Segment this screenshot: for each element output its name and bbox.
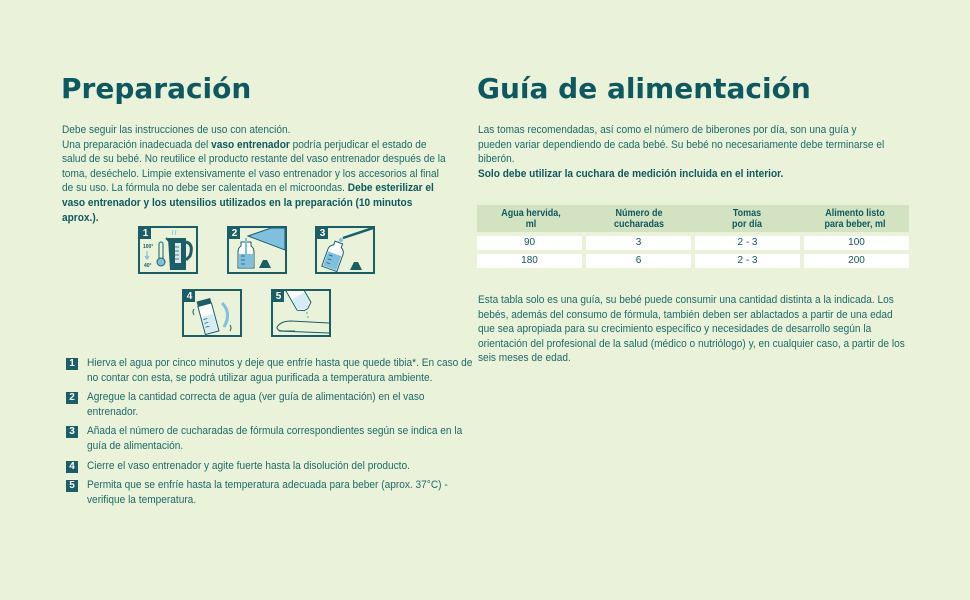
table-cell: 100 [804, 236, 909, 250]
illustration-step-2 [227, 226, 287, 274]
table-header-cell: Agua hervida, ml [501, 207, 561, 230]
feeding-table [477, 205, 909, 268]
feeding-guide-intro [478, 123, 887, 181]
step-text: Permita que se enfríe hasta la temperatura adecuada para beber (aprox. 37°C) - verifique la temperatura. [87, 479, 448, 506]
step-number-badge: 2 [66, 392, 78, 404]
step-text: Agregue la cantidad correcta de agua (ver guía de alimentación) en el vaso entrenador. [87, 391, 425, 418]
step-text: Añada el número de cucharadas de fórmula correspondientes según se indica en la guía de alimentación. [87, 425, 463, 452]
table-header-cell: Número de cucharadas [613, 207, 665, 230]
intro-bold-sterilize: Debe esterilizar el vaso entrenador y los utensilios utilizados en la preparación (10 minutos aprox.). [62, 182, 434, 224]
svg-text:40°: 40° [144, 263, 152, 269]
table-header-cell: Tomas por día [731, 207, 763, 230]
feeding-intro-bold: Solo debe utilizar la cuchara de medición incluida en el interior. [478, 167, 784, 180]
step-number-badge: 4 [66, 461, 78, 473]
page-title-preparacion: Preparación [61, 72, 252, 105]
table-cell: 200 [804, 254, 909, 268]
step-number-badge: 4 [184, 291, 195, 302]
illustration-step-3 [315, 226, 375, 274]
intro-bold-vaso: vaso entrenador [211, 138, 290, 151]
step-item-2 [66, 390, 466, 419]
feeding-guide-note: Esta tabla solo es una guía, su bebé puede consumir una cantidad distinta a la indicada. Los bebés, además del consumo de fórmula, también deben ser ablactados a partir de una edad que sea apropiada para su crecimiento específico y necesidades de desarrollo según la orientación del profesional de la salud (médico o nutriólogo) y, en cualquier caso, a partir de los seis meses de edad. [478, 294, 905, 365]
table-cell: 6 [586, 254, 691, 268]
step-number-badge: 5 [66, 480, 78, 492]
step-item-4 [66, 459, 466, 474]
preparation-steps-list [66, 356, 473, 512]
step-number-badge: 3 [66, 426, 78, 438]
table-row [477, 236, 909, 250]
preparation-intro [62, 123, 448, 225]
feeding-intro-text: Las tomas recomendadas, así como el número de biberones por día, son una guía y pueden variar dependiendo de cada bebé. Su bebé no necesariamente debe terminarse el biberón. [478, 124, 885, 166]
step-number-badge: 3 [317, 228, 328, 239]
table-cell: 90 [477, 236, 582, 250]
page-title-guia-alimentacion: Guía de alimentación [477, 72, 811, 105]
illustration-step-5 [271, 289, 331, 337]
table-row [477, 254, 909, 268]
table-cell: 3 [586, 236, 691, 250]
svg-text:100°: 100° [143, 244, 154, 250]
step-number-badge: 1 [66, 358, 78, 370]
table-header-cell: Alimento listo para beber, ml [824, 207, 886, 230]
intro-line-1: Debe seguir las instrucciones de uso con atención. [62, 124, 291, 136]
table-cell: 180 [477, 254, 582, 268]
intro-text-a: Una preparación inadecuada del [62, 138, 212, 151]
step-text: Cierre el vaso entrenador y agite fuerte hasta la disolución del producto. [87, 459, 410, 472]
table-cell: 2 - 3 [695, 236, 800, 250]
intro-text-c: podría perjudicar el estado de salud de su bebé. No reutilice el producto restante del vaso entrenador después de la toma, deséchelo. Limpie extensivamente el vaso entrenador y los accesorios al final de su uso. La fórmula no debe ser calentada en el microondas. [62, 138, 446, 195]
step-text: Hierva el agua por cinco minutos y deje que enfríe hasta que quede tibia*. En caso de no contar con esta, se podrá utilizar agua purificada a temperatura ambiente. [87, 357, 473, 384]
step-number-badge: 5 [273, 291, 284, 302]
table-header-row [477, 205, 909, 232]
table-cell: 2 - 3 [695, 254, 800, 268]
step-item-5 [66, 478, 466, 507]
step-item-3 [66, 424, 466, 453]
illustration-step-1 [138, 226, 198, 274]
step-number-badge: 2 [229, 228, 240, 239]
step-item-1 [66, 356, 473, 385]
step-number-badge: 1 [140, 228, 151, 239]
illustration-step-4 [182, 289, 242, 337]
